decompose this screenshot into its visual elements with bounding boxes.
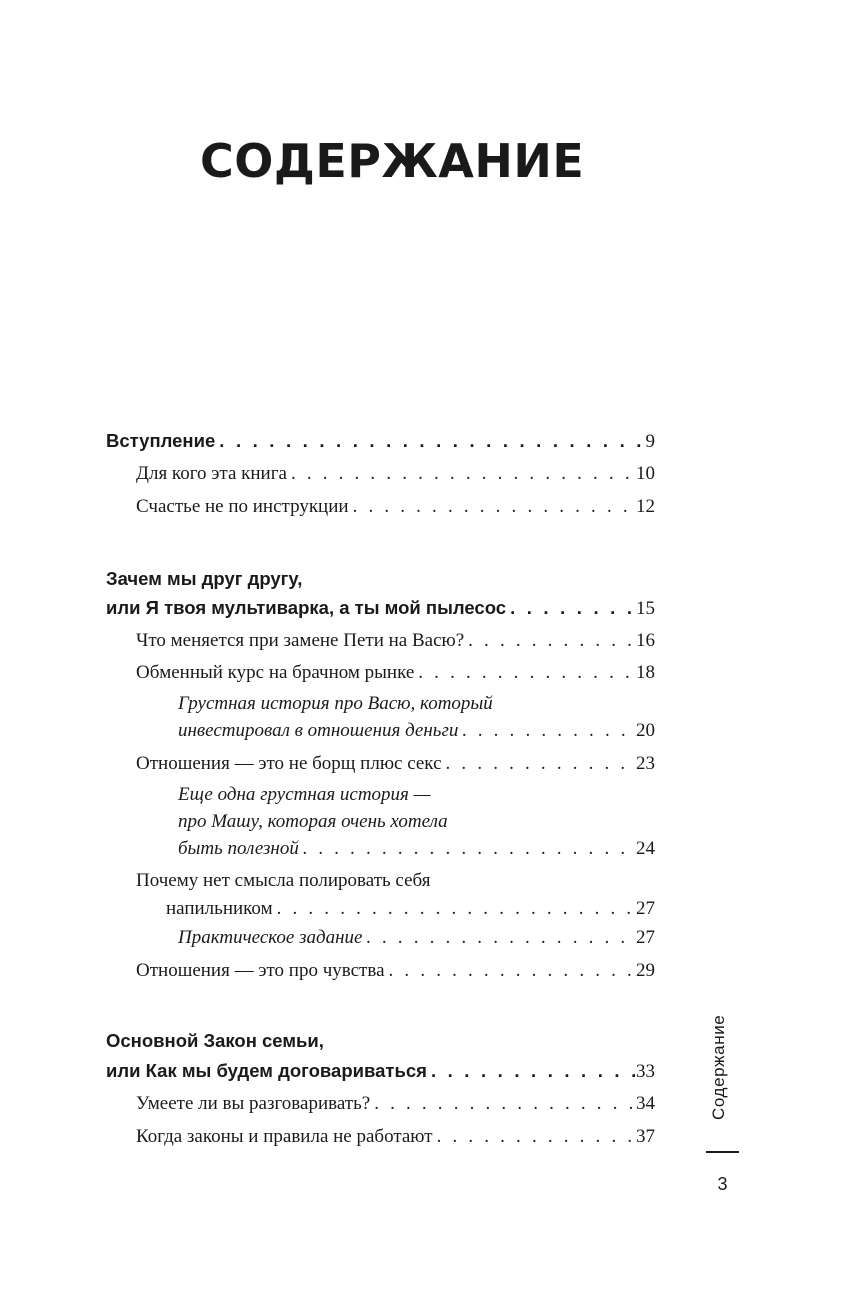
toc-entry-introduction[interactable] xyxy=(106,426,655,456)
toc-entry-can-you-talk[interactable] xyxy=(136,1089,655,1119)
toc-leader-dots xyxy=(427,1056,636,1086)
toc-entry-title-line: Зачем мы друг другу, xyxy=(106,568,303,589)
toc-entry-title: или Как мы будем договариваться xyxy=(106,1060,427,1081)
toc-leader-dots xyxy=(370,1089,636,1119)
toc-entry-title: напильником xyxy=(166,898,273,919)
toc-entry-family-law[interactable] xyxy=(106,1056,655,1086)
toc-entry-why-each-other[interactable] xyxy=(106,593,655,623)
toc-entry-title: быть полезной xyxy=(178,838,299,859)
toc-entry-sad-story-vasya[interactable] xyxy=(178,716,655,746)
toc-entry-practical-task[interactable] xyxy=(178,923,655,953)
toc-leader-dots xyxy=(433,1122,636,1152)
toc-entry-title-line: Основной Закон семьи, xyxy=(106,1030,324,1051)
toc-entry-about-feelings[interactable] xyxy=(136,956,655,986)
toc-leader-dots xyxy=(299,834,636,864)
toc-entry-title: Вступление xyxy=(106,430,216,451)
running-header-vertical: Содержание xyxy=(709,1014,728,1120)
toc-entry-title: инвестировал в отношения деньги xyxy=(178,720,459,741)
toc-leader-dots xyxy=(464,626,636,656)
toc-page-number: 15 xyxy=(636,598,655,619)
toc-page-number: 33 xyxy=(636,1061,655,1082)
toc-leader-dots xyxy=(215,426,645,456)
toc-page-number: 23 xyxy=(636,753,655,774)
toc-entry-title: Что меняется при замене Пети на Васю? xyxy=(136,630,465,651)
toc-entry-title-line: Почему нет смысла полировать себя xyxy=(136,870,431,891)
toc-entry-not-borsch[interactable] xyxy=(136,749,655,779)
toc-page-number: 9 xyxy=(645,431,655,452)
toc-leader-dots xyxy=(385,956,636,986)
toc-entry-polish-yourself[interactable] xyxy=(166,894,655,924)
toc-page-number: 24 xyxy=(636,838,655,859)
toc-entry-exchange-rate[interactable] xyxy=(136,658,655,688)
running-header-rule xyxy=(706,1151,739,1153)
toc-leader-dots xyxy=(363,923,637,953)
toc-leader-dots xyxy=(287,459,636,489)
toc-entry-title: Для кого эта книга xyxy=(136,463,287,484)
toc-entry-title: или Я твоя мультиварка, а ты мой пылесос xyxy=(106,597,507,618)
toc-page-number: 16 xyxy=(636,630,655,651)
toc-page-number: 10 xyxy=(636,463,655,484)
toc-leader-dots xyxy=(414,658,636,688)
toc-entry-rules-fail[interactable] xyxy=(136,1122,655,1152)
toc-leader-dots xyxy=(458,716,636,746)
toc-entry-petya-vasya[interactable] xyxy=(136,626,655,656)
toc-entry-title-line: про Машу, которая очень хотела xyxy=(178,811,448,832)
toc-leader-dots xyxy=(442,749,636,779)
toc-page-number: 27 xyxy=(636,927,655,948)
toc-entry-happiness[interactable] xyxy=(136,492,655,522)
toc-entry-title-line: Еще одна грустная история — xyxy=(178,784,431,805)
toc-entry-title: Счастье не по инструкции xyxy=(136,496,349,517)
toc-leader-dots xyxy=(273,894,636,924)
toc-page-number: 34 xyxy=(636,1093,655,1114)
toc-entry-for-whom[interactable] xyxy=(136,459,655,489)
toc-page-number: 27 xyxy=(636,898,655,919)
toc-leader-dots xyxy=(349,492,636,522)
page-number: 3 xyxy=(717,1174,728,1194)
toc-page-number: 29 xyxy=(636,960,655,981)
toc-entry-title: Обменный курс на брачном рынке xyxy=(136,662,415,683)
toc-leader-dots xyxy=(506,593,636,623)
toc-page-number: 18 xyxy=(636,662,655,683)
toc-page-number: 12 xyxy=(636,496,655,517)
toc-entry-title: Практическое задание xyxy=(178,927,363,948)
toc-page-number: 37 xyxy=(636,1126,655,1147)
toc-entry-title: Умеете ли вы разговаривать? xyxy=(136,1093,371,1114)
toc-entry-title: Отношения — это не борщ плюс секс xyxy=(136,753,442,774)
toc-entry-sad-story-masha[interactable] xyxy=(178,834,655,864)
toc-entry-title-line: Грустная история про Васю, который xyxy=(178,693,493,714)
page-title: СОДЕРЖАНИЕ xyxy=(200,134,585,188)
toc-entry-title: Когда законы и правила не работают xyxy=(136,1126,433,1147)
toc-page-number: 20 xyxy=(636,720,655,741)
toc-entry-title: Отношения — это про чувства xyxy=(136,960,385,981)
